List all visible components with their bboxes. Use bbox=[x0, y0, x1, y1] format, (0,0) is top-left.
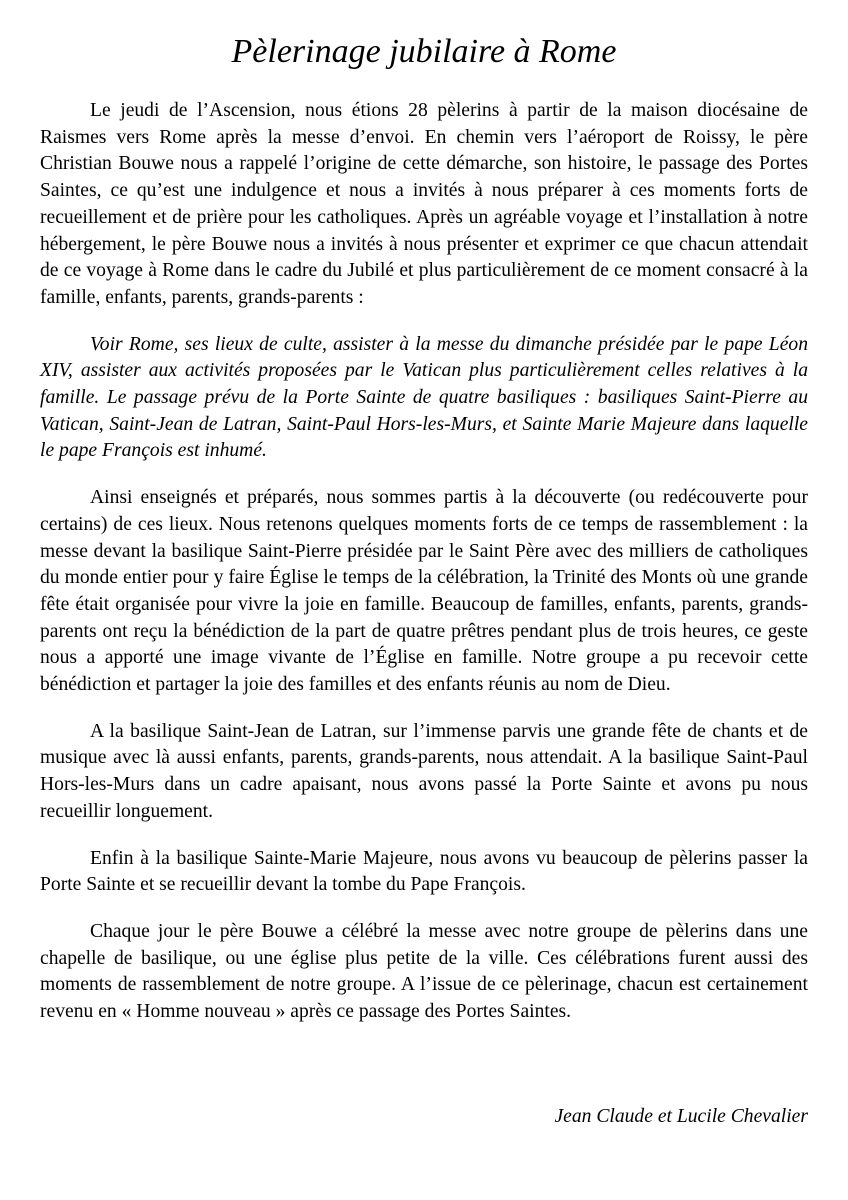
article-body bbox=[40, 98, 808, 1046]
paragraph-latran: A la basilique Saint-Jean de Latran, sur l’immense parvis une grande fête de chants et de musique avec là aussi enfants, parents, grands-parents, nous attendait. A la basilique Saint-Paul Hors-les-Murs dans un cadre apaisant, nous avons passé la Porte Sainte et avons pu nous recueillir longuement. bbox=[40, 720, 808, 822]
paragraph-conclusion: Chaque jour le père Bouwe a célébré la messe avec notre groupe de pèlerins dans une chapelle de basilique, ou une église plus petite de la ville. Ces célébrations furent aussi des moments de rassemblement de notre groupe. A l’issue de ce pèlerinage, chacun est certainement revenu en « Homme nouveau » après ce passage des Portes Saintes. bbox=[40, 920, 808, 1023]
author-signature: Jean Claude et Lucile Chevalier bbox=[554, 1106, 808, 1127]
page-title: Pèlerinage jubilaire à Rome bbox=[231, 33, 617, 70]
paragraph-expectations: Voir Rome, ses lieux de culte, assister à la messe du dimanche présidée par le pape Léon XIV, assister aux activités proposées par le Vatican plus particulièrement celles relatives à la famille. Le passage prévu de la Porte Sainte de quatre basiliques : basiliques Saint-Pierre au Vatican, Saint-Jean de Latran, Saint-Paul Hors-les-Murs, et Sainte Marie Majeure dans laquelle le pape François est inhumé. bbox=[40, 333, 808, 462]
paragraph-discovery: Ainsi enseignés et préparés, nous sommes partis à la découverte (ou redécouverte pour certains) de ces lieux. Nous retenons quelques moments forts de ce temps de rassemblement : la messe devant la basilique Saint-Pierre présidée par le Saint Père avec des milliers de catholiques du monde entier pour y faire Église le temps de la célébration, la Trinité des Monts où une grande fête était organisée pour vivre la joie en famille. Beaucoup de familles, enfants, parents, grands-parents ont reçu la bénédiction de la part de quatre prêtres pendant plus de trois heures, ce geste nous a apporté une image vivante de l’Église en famille. Notre groupe a pu recevoir cette bénédiction et partager la joie des familles et des enfants réunis au nom de Dieu. bbox=[40, 487, 808, 696]
paragraph-intro: Le jeudi de l’Ascension, nous étions 28 pèlerins à partir de la maison diocésaine de Raismes vers Rome après la messe d’envoi. En chemin vers l’aéroport de Roissy, le père Christian Bouwe nous a rappelé l’origine de cette démarche, son histoire, le passage des Portes Saintes, ce qu’est une indulgence et nous a invités à nous préparer à ces moments forts de recueillement et de prière pour les catholiques. Après un agréable voyage et l’installation à notre hébergement, le père Bouwe nous a invités à nous présenter et exprimer ce que chacun attendait de ce voyage à Rome dans le cadre du Jubilé et plus particulièrement de ce moment consacré à la famille, enfants, parents, grands-parents : bbox=[40, 100, 808, 308]
paragraph-sainte-marie: Enfin à la basilique Sainte-Marie Majeure, nous avons vu beaucoup de pèlerins passer la Porte Sainte et se recueillir devant la tombe du Pape François. bbox=[40, 847, 808, 896]
